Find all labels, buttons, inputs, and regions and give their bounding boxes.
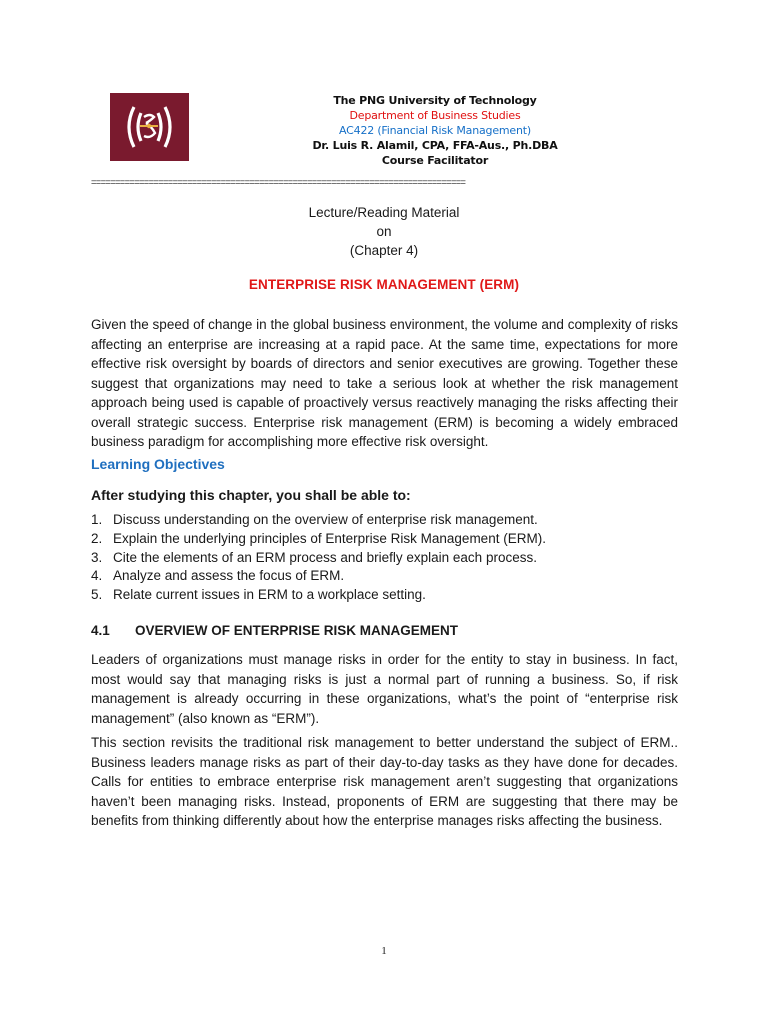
objectives-list [91, 511, 546, 605]
university-logo [110, 93, 189, 161]
section-title: OVERVIEW OF ENTERPRISE RISK MANAGEMENT [135, 623, 459, 638]
intro-line-1: Lecture/Reading Material [308, 205, 460, 220]
intro-line-3: (Chapter 4) [349, 243, 419, 258]
objectives-subheading: After studying this chapter, you shall be able to: [91, 487, 411, 503]
university-name: The PNG University of Technology [333, 94, 537, 107]
page-number: 1 [381, 945, 387, 957]
list-item: 3. Cite the elements of an ERM process and briefly explain each process. [91, 549, 537, 565]
intro-paragraph: Given the speed of change in the global business environment, the volume and complexity of risks affecting an enterprise are increasing at a rapid pace. At the same time, expectations for more effective risk oversight by boards of directors and senior executives are growing. Together these suggest that organizations may need to take a serious look at whether the risk management approach being used is capable of proactively versus reactively managing the risks affecting their overall strategic success. Enterprise risk management (ERM) is becoming a widely embraced business paradigm for accomplishing more effective risk oversight. [91, 317, 678, 449]
list-item: 4. Analyze and assess the focus of ERM. [91, 568, 345, 584]
section-paragraph-1: Leaders of organizations must manage risks in order for the entity to stay in business. In fact, most would say that managing risks is just a normal part of running a business. So, if risk management is already occurring in these organizations, what’s the point of “enterprise risk management” (also known as “ERM”). [91, 652, 678, 726]
list-item: 5. Relate current issues in ERM to a workplace setting. [91, 587, 426, 603]
section-number: 4.1 [91, 623, 110, 638]
lecturer-role: Course Facilitator [381, 154, 489, 167]
lecturer-name: Dr. Luis R. Alamil, CPA, FFA-Aus., Ph.DBA [312, 139, 558, 152]
section-heading [91, 623, 458, 638]
intro-line-2: on [376, 224, 392, 239]
learning-objectives-heading: Learning Objectives [91, 456, 225, 472]
course-name: AC422 (Financial Risk Management) [339, 124, 531, 137]
section-paragraph-2: This section revisits the traditional risk management to better understand the subject of ERM.. Business leaders manage risks as part of their day-to-day tasks as they have done for decades. Calls for entities to embrace enterprise risk management aren’t suggesting that organizations haven’t been managing risks. Instead, proponents of ERM are suggesting that there may be benefits from thinking differently about how the enterprise manages risks affecting the business. [91, 735, 678, 828]
list-item: 1. Discuss understanding on the overview of enterprise risk management. [91, 512, 538, 527]
header-separator: ============================================================================== [91, 177, 466, 187]
document-header [270, 93, 600, 168]
list-item: 2. Explain the underlying principles of Enterprise Risk Management (ERM). [91, 530, 546, 546]
chapter-title: ENTERPRISE RISK MANAGEMENT (ERM) [248, 277, 520, 292]
department-name: Department of Business Studies [349, 109, 521, 122]
